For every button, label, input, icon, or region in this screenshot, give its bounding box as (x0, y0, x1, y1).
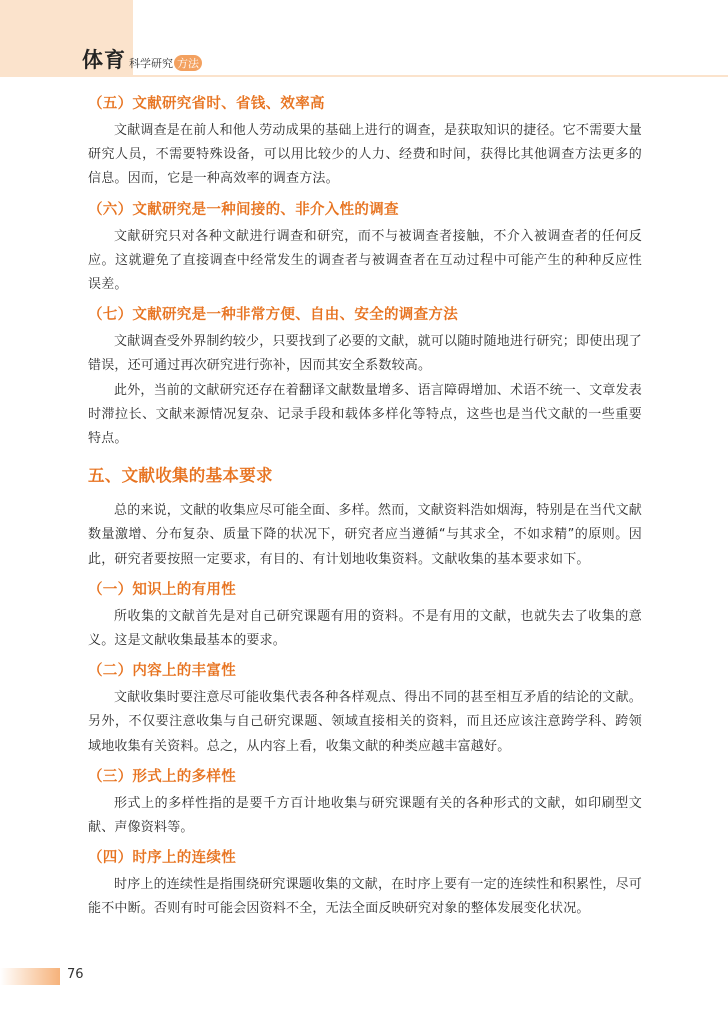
paragraph: 文献收集时要注意尽可能收集代表各种各样观点、得出不同的甚至相互矛盾的结论的文献。另外，不仅要注意收集与自己研究课题、领域直接相关的资料，而且还应该注意跨学科、跨领域地收集有关资料。总之，从内容上看，收集文献的种类应越丰富越好。 (88, 690, 643, 754)
section-heading-6: （六）文献研究是一种间接的、非介入性的调查 (88, 201, 399, 218)
page-number: 76 (67, 967, 84, 982)
page-content (88, 93, 642, 922)
logo-sub-text: 科学研究 (129, 57, 173, 70)
intro-paragraph: 总的来说，文献的收集应尽可能全面、多样。然而，文献资料浩如烟海，特别是在当代文献数量激增、分布复杂、质量下降的状况下，研究者应当遵循“与其求全，不如求精”的原则。因此，研究者要按照一定要求，有目的、有计划地收集资料。文献收集的基本要求如下。 (88, 503, 643, 567)
main-section-heading: 五、文献收集的基本要求 (88, 466, 273, 486)
paragraph: 文献调查受外界制约较少，只要找到了必要的文献，就可以随时随地进行研究；即使出现了错误，还可通过再次研究进行弥补，因而其安全系数较高。 (88, 334, 643, 374)
paragraph: 此外，当前的文献研究还存在着翻译文献数量增多、语言障碍增加、术语不统一、文章发表时滞拉长、文献来源情况复杂、记录手段和载体多样化等特点，这些也是当代文献的一些重要特点。 (88, 382, 643, 447)
subsection-heading-1: （一）知识上的有用性 (88, 581, 236, 598)
paragraph: 文献研究只对各种文献进行调查和研究，而不与被调查者接触，不介入被调查者的任何反应。这就避免了直接调查中经常发生的调查者与被调查者在互动过程中可能产生的种种反应性误差。 (88, 228, 642, 293)
book-title-logo (82, 44, 202, 74)
paragraph: 形式上的多样性指的是要千方百计地收集与研究课题有关的各种形式的文献，如印刷型文献、声像资料等。 (88, 795, 642, 836)
header-divider (0, 75, 728, 77)
section-heading-7: （七）文献研究是一种非常方便、自由、安全的调查方法 (88, 307, 458, 324)
paragraph: 时序上的连续性是指围绕研究课题收集的文献，在时序上要有一定的连续性和积累性，尽可能不中断。否则有时可能会因资料不全，无法全面反映研究对象的整体发展变化状况。 (88, 877, 643, 917)
subsection-heading-4: （四）时序上的连续性 (88, 850, 236, 867)
subsection-heading-3: （三）形式上的多样性 (88, 768, 236, 785)
section-heading-5: （五）文献研究省时、省钱、效率高 (88, 96, 325, 112)
logo-main-text: 体育 (82, 47, 126, 72)
subsection-heading-2: （二）内容上的丰富性 (88, 663, 236, 680)
footer-color-bar (0, 968, 60, 985)
paragraph: 所收集的文献首先是对自己研究课题有用的资料。不是有用的文献，也就失去了收集的意义。这是文献收集最基本的要求。 (88, 608, 642, 649)
logo-accent-text: 方法 (174, 55, 202, 71)
paragraph: 文献调查是在前人和他人劳动成果的基础上进行的调查，是获取知识的捷径。它不需要大量研究人员，不需要特殊设备，可以用比较少的人力、经费和时间，获得比其他调查方法更多的信息。因而，它是一种高效率的调查方法。 (88, 123, 643, 187)
